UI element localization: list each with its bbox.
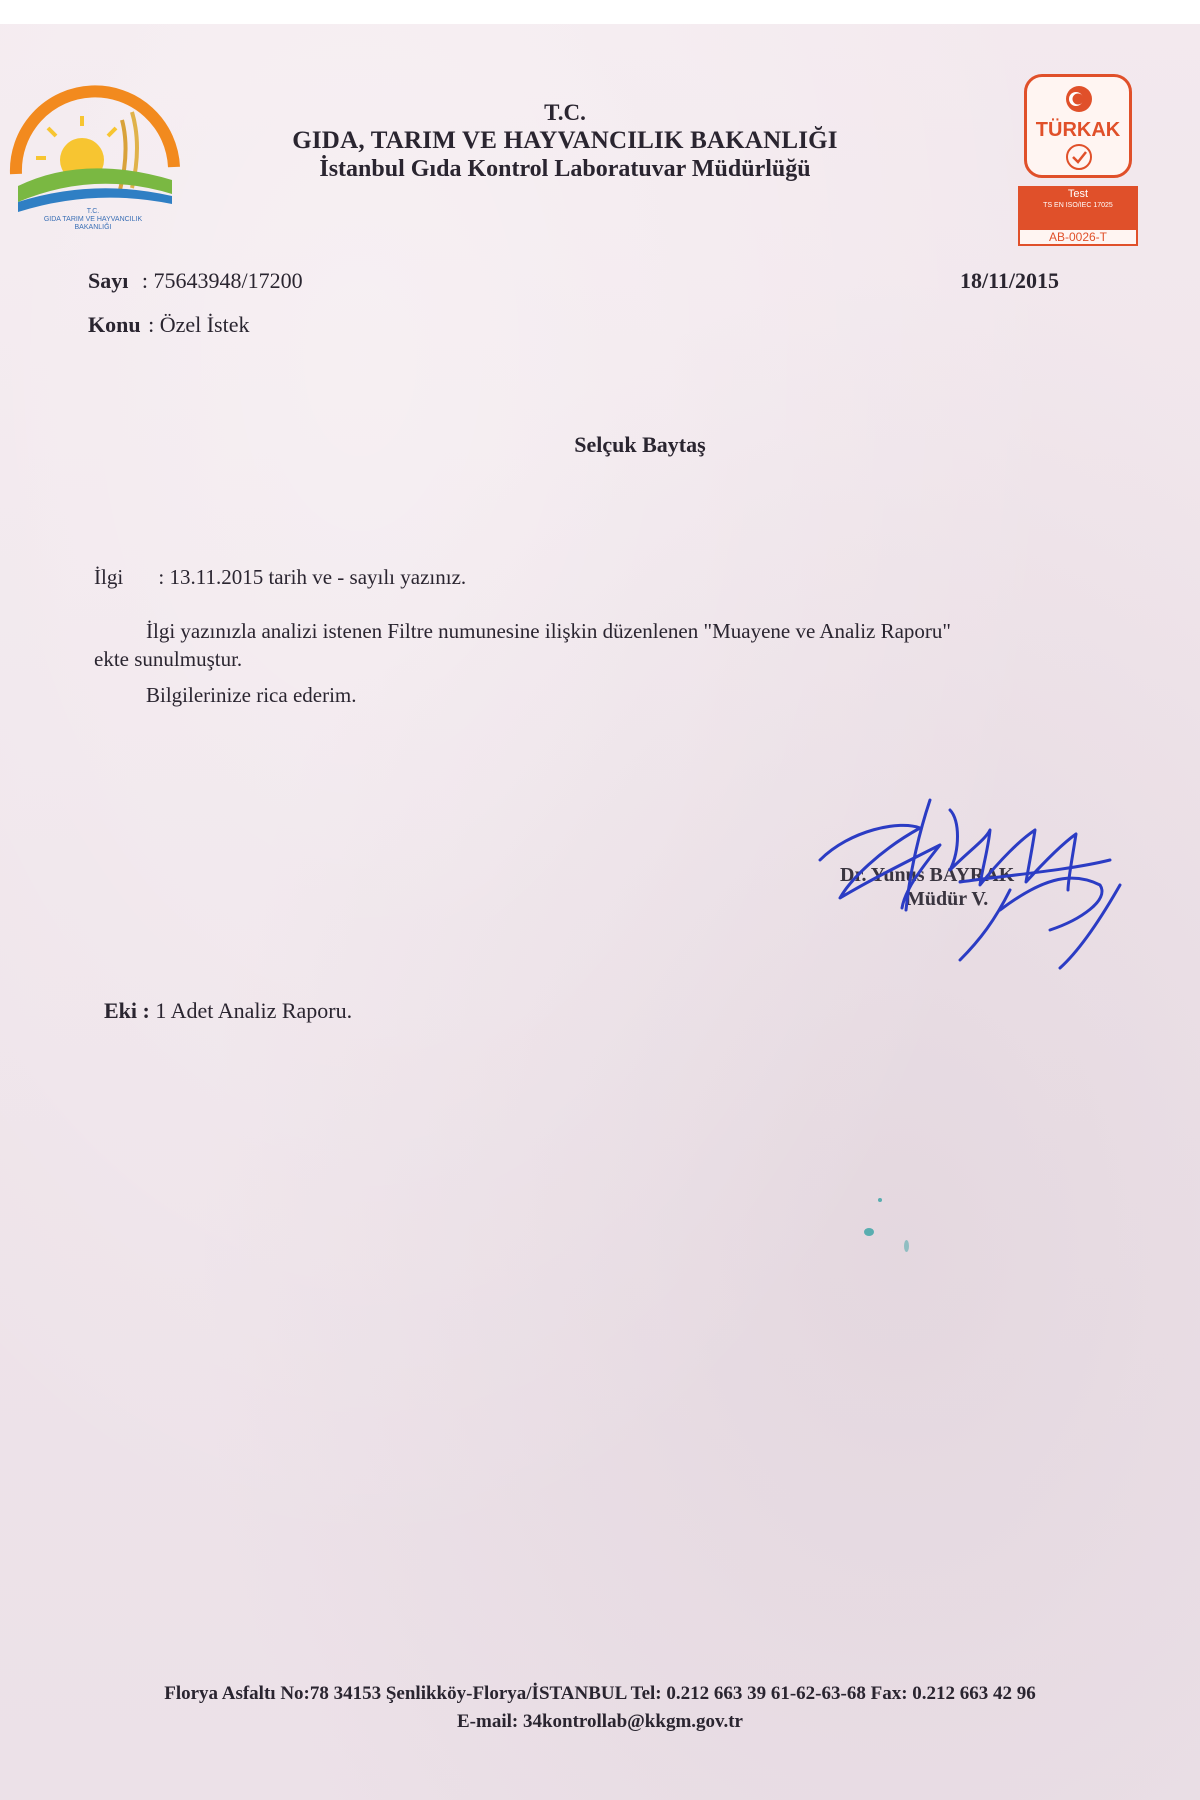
footer-email: E-mail: 34kontrollab@kkgm.gov.tr — [457, 1711, 743, 1732]
konu-value: : Özel İstek — [148, 312, 250, 337]
logo-text-line3: BAKANLIĞI — [74, 224, 112, 231]
turkak-test-label: Test — [1067, 188, 1089, 200]
turkak-box — [1024, 74, 1132, 178]
sayi-value: : 75643948/17200 — [141, 268, 303, 293]
crescent-icon — [1065, 85, 1093, 113]
ministry-logo — [4, 62, 182, 232]
ilgi-label: İlgi — [94, 565, 124, 589]
logo-text-line1: T.C. — [86, 208, 100, 215]
recipient-name: Selçuk Baytaş — [574, 432, 706, 457]
logo-text-line2: GIDA TARIM VE HAYVANCILIK — [43, 216, 143, 223]
body-paragraph2: Bilgilerinize rica ederim. — [146, 683, 357, 707]
footer — [0, 1680, 1200, 1736]
header-ministry: GIDA, TARIM VE HAYVANCILIK BAKANLIĞI — [292, 127, 838, 154]
signatory-title: Müdür V. — [906, 888, 989, 910]
signatory-name: Dr. Yunus BAYRAK — [840, 864, 1015, 886]
ilgi-row — [94, 562, 466, 592]
turkak-accreditation-mark — [1018, 74, 1140, 244]
document-date: 18/11/2015 — [960, 268, 1060, 293]
ink-speck — [878, 1198, 882, 1202]
body-paragraph1-line1: İlgi yazınızla analizi istenen Filtre numunesine ilişkin düzenlenen "Muayene ve Analiz Raporu" — [146, 619, 951, 643]
ministry-emblem-icon — [4, 62, 182, 232]
attachment-row — [104, 996, 352, 1026]
turkak-brand: TÜRKAK — [1035, 119, 1121, 141]
top-margin — [0, 0, 1200, 24]
attachment-value: 1 Adet Analiz Raporu. — [149, 998, 353, 1023]
konu-label: Konu — [88, 312, 141, 337]
checkmark-icon — [1065, 143, 1093, 171]
letterhead — [260, 100, 870, 183]
attachment-label: Eki : — [104, 998, 150, 1023]
header-tc: T.C. — [544, 100, 586, 125]
ink-speck — [904, 1240, 909, 1252]
footer-address: Florya Asfaltı No:78 34153 Şenlikköy-Florya/İSTANBUL Tel: 0.212 663 39 61-62-63-68 Fax: 0.212 663 42 96 — [164, 1683, 1036, 1704]
ilgi-value: : 13.11.2015 tarih ve - sayılı yazınız. — [158, 565, 467, 589]
body-paragraph1-line2: ekte sunulmuştur. — [94, 647, 243, 671]
sayi-label: Sayı — [88, 268, 129, 293]
ink-speck — [864, 1228, 874, 1236]
turkak-accreditation-number: AB-0026-T — [1018, 228, 1138, 246]
turkak-test-band — [1018, 186, 1138, 230]
signature-block — [810, 790, 1140, 980]
sayi-row — [88, 268, 303, 294]
header-directorate: İstanbul Gıda Kontrol Laboratuvar Müdürlüğü — [319, 156, 811, 182]
handwritten-signature — [810, 790, 1140, 980]
turkak-standard: TS EN ISO/IEC 17025 — [1043, 202, 1113, 209]
konu-row — [88, 312, 250, 338]
